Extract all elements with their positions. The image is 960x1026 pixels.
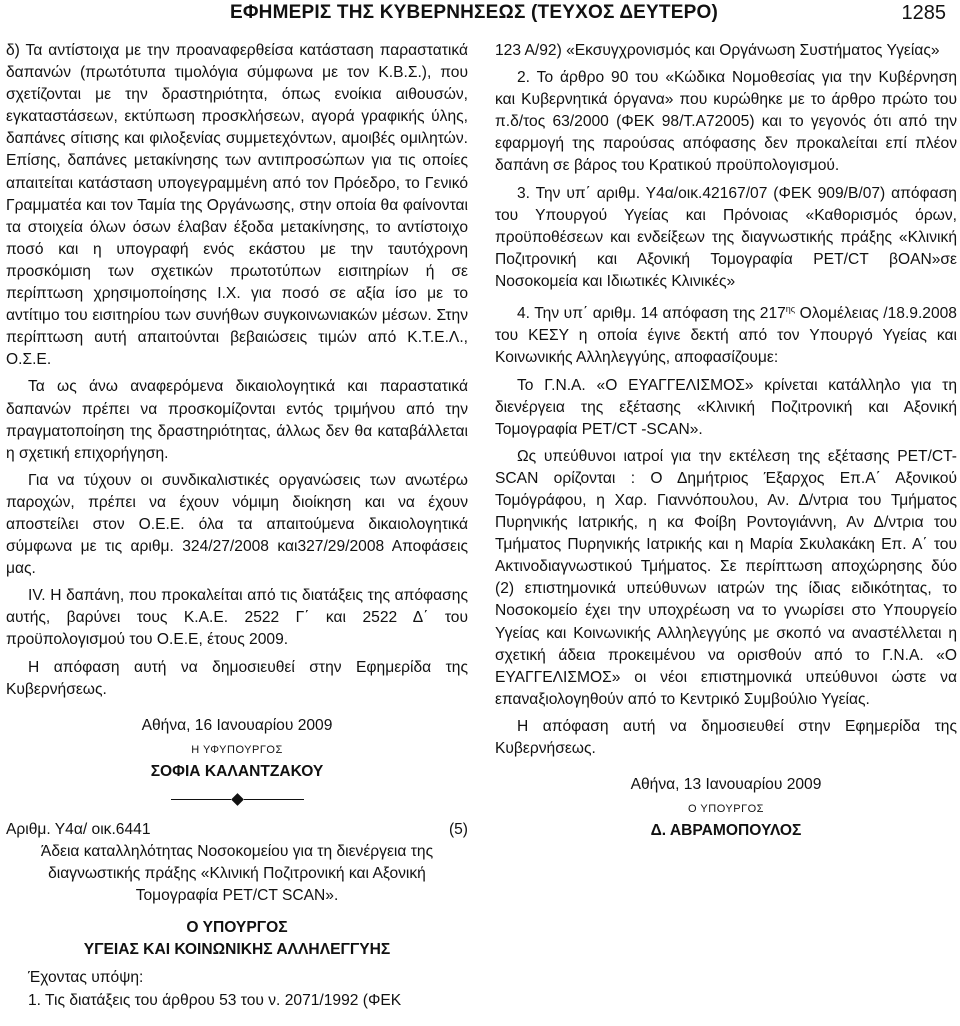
reference-number: Αριθμ. Υ4α/ οικ.6441 xyxy=(6,820,151,838)
regard-item-1: 1. Τις διατάξεις του άρθρου 53 του ν. 2071/1992 (ΦΕΚ xyxy=(28,991,402,1009)
page-number: 1285 xyxy=(901,2,946,24)
signer-name: ΣΟΦΙΑ ΚΑΛΑΝΤΖΑΚΟΥ xyxy=(150,762,324,780)
section-divider xyxy=(6,789,468,813)
decision-reference xyxy=(6,819,468,841)
diamond-icon xyxy=(231,793,244,806)
right-paragraph-1: 123 Α/92) «Εκσυγχρονισμός και Οργάνωση Συστήματος Υγείας» xyxy=(495,42,940,59)
right-signer-title: Ο ΥΠΟΥΡΓΟΣ xyxy=(688,803,764,816)
right-paragraph-5: Το Γ.Ν.Α. «Ο ΕΥΑΓΓΕΛΙΣΜΟΣ» κρίνεται κατάλληλο για τη διενέργεια της εξέτασης «Κλινική Ποζιτρονική και Αξονική Τομογραφία PET/CT -SCAN». xyxy=(495,376,957,438)
p4-superscript: ης xyxy=(785,304,796,315)
left-column xyxy=(6,40,468,1012)
left-paragraph-1: δ) Τα αντίστοιχα με την προαναφερθείσα κατάσταση παραστατικά δαπανών (πρωτότυπα τιμολόγια σύμφωνα με τον Κ.Β.Σ.), που σχετίζονται με την δραστηριότητα, όπως ενοίκια αιθουσών, εγκαταστάσεων, εκτύπωση προσκλήσεων, αγορά γραφικής ύλης, δαπάνες σίτισης και φιλοξενίας συμμετεχόντων, αμοιβές ομιλητών. Επίσης, δαπάνες μετακίνησης των αντιπροσώπων για τις οποίες απαιτείται κατάσταση υπογεγραμμένη από τον Πρόεδρο, το Γενικό Γραμματέα και τον Ταμία της Οργάνωσης, στην οποία θα φαίνονται τα στοιχεία όλων όσων έλαβαν έξοδα μετακίνησης, το αντίστοιχο ποσό και η υπογραφή ενός εκάστου με την ταυτόχρονη προσκόμιση των σχετικών πρωτοτύπων εισιτηρίων ή σε περίπτωση χρησιμοποίησης Ι.Χ. για ποσό σε αξία ίσο με το αντίτιμο του εισιτηρίου των συνήθων συγκοινωνιακών μέσων. Στην περίπτωση αυτή απαιτούνται βεβαιώσεις τιμών από Κ.Τ.Ε.Λ., Ο.Σ.Ε. xyxy=(6,42,468,369)
right-signer-name: Δ. ΑΒΡΑΜΟΠΟΥΛΟΣ xyxy=(650,822,802,840)
left-paragraph-5: Η απόφαση αυτή να δημοσιευθεί στην Εφημερίδα της Κυβερνήσεως. xyxy=(6,658,468,698)
decision-title: Άδεια καταλληλότητας Νοσοκομείου για τη διενέργεια της διαγνωστικής πράξης «Κλινική Ποζιτρονική και Αξονική Τομογραφία PET/CT SCAN». xyxy=(40,843,434,905)
gazette-title: ΕΦΗΜΕΡΙΣ ΤΗΣ ΚΥΒΕΡΝΗΣΕΩΣ (ΤΕΥΧΟΣ ΔΕΥΤΕΡΟ) xyxy=(230,2,718,23)
ministry-name: ΥΓΕΙΑΣ ΚΑΙ ΚΟΙΝΩΝΙΚΗΣ ΑΛΛΗΛΕΓΓΥΗΣ xyxy=(83,941,391,959)
signer-title: Η ΥΦΥΠΟΥΡΓΟΣ xyxy=(191,743,283,756)
p4-text-a: 4. Την υπ΄ αριθμ. 14 απόφαση της 217 xyxy=(517,305,786,323)
right-paragraph-4 xyxy=(495,298,957,369)
left-paragraph-2: Τα ως άνω αναφερόμενα δικαιολογητικά και παραστατικά δαπανών πρέπει να προσκομίζονται εντός τριμήνου από την πραγματοποίηση της δραστηριότητας, άλλως δεν θα καταβάλλεται η σχετική επιχορήγηση. xyxy=(6,378,468,462)
right-paragraph-6: Ως υπεύθυνοι ιατροί για την εκτέλεση της εξέτασης PET/CT-SCAN ορίζονται : Ο Δημήτριος Έξαρχος Επ.Α΄ Αξονικού Τομόγράφου, η Χαρ. Γιαννόπουλου, Αν. Δ/ντρια του Τμήματος Πυρηνικής Ιατρικής, η κα Φοίβη Ροντογιάννη, Αν Δ/ντρια του Τμήματος Πυρηνικής Ιατρικής και η Μαρία Σκυλακάκη Επ. Α΄ του Ακτινοδιαγνωστικού Τμήματος. Σε περίπτωση αποχώρησης δύο (2) επιστημονικά υπεύθυνων ιατρών της ίδιας ειδικότητας, το Νοσοκομείο έχει την υποχρέωση να το γνωρίσει στο Υπουργείο Υγείας και Κοινωνικής Αλληλεγγύης με σκοπό να αναστέλλεται η σχετική άδεια προκειμένου να ορισθούν από το Γ.Ν.Α. «Ο ΕΥΑΓΓΕΛΙΣΜΟΣ» οι νέοι επιστημονικά υπεύθυνοι ώστε να επαναξιολογηθούν από το Κεντρικό Συμβούλιο Υγείας. xyxy=(495,447,957,708)
right-paragraph-2: 2. Το άρθρο 90 του «Κώδικα Νομοθεσίας για την Κυβέρνηση και Κυβερνητικά όργανα» που κυρώθηκε με το άρθρο πρώτο του π.δ/τος 63/2000 (ΦΕΚ 98/Τ.Α72005) και το γεγονός ότι από την εφαρμογή της παρούσας απόφασης δεν προκαλείται επί πλέον δαπάνη σε βάρος του Κρατικού προϋπολογισμού. xyxy=(495,69,957,175)
right-signature-date: Αθήνα, 13 Ιανουαρίου 2009 xyxy=(630,776,822,794)
right-column xyxy=(495,40,957,848)
right-paragraph-3: 3. Την υπ΄ αριθμ. Υ4α/οικ.42167/07 (ΦΕΚ 909/Β/07) απόφαση του Υπουργού Υγείας και Πρόνοιας «Καθορισμός όρων, προϋποθέσεων και ενδείξεων της διαγνωστικής πράξης «Κλινική Ποζιτρονική και Αξονική Τομογραφία PET/CT βOAN»σε Νοσοκομεία και Ιδιωτικές Κλινικές» xyxy=(495,184,957,290)
left-paragraph-3: Για να τύχουν οι συνδικαλιστικές οργανώσεις των ανωτέρω παροχών, πρέπει να έχουν νόμιμη διοίκηση και να έχουν αποστείλει στον Ο.Ε.Ε. όλα τα απαιτούμενα δικαιολογητικά σύμφωνα με τις αριθμ. 324/27/2008 και327/29/2008 Αποφάσεις μας. xyxy=(6,471,468,578)
signature-date: Αθήνα, 16 Ιανουαρίου 2009 xyxy=(141,716,333,734)
having-regard: Έχοντας υπόψη: xyxy=(28,969,144,987)
right-paragraph-7: Η απόφαση αυτή να δημοσιευθεί στην Εφημερίδα της Κυβερνήσεως. xyxy=(495,717,957,757)
p4-text-b: Ολομέλειας /18.9.2008 του ΚΕΣΥ η οποία έγινε δεκτή από τον Υπουργό Υγείας και Κοινωνικής Αλληλεγγύης, αποφασίζουμε: xyxy=(495,305,957,367)
minister-heading: Ο ΥΠΟΥΡΓΟΣ xyxy=(186,919,288,937)
left-paragraph-4: IV. Η δαπάνη, που προκαλείται από τις διατάξεις της απόφασης αυτής, βαρύνει τους Κ.Α.Ε. 2522 Γ΄ και 2522 Δ΄ του προϋπολογισμού του Ο.Ε.Ε, έτους 2009. xyxy=(6,587,468,649)
page-header xyxy=(0,0,960,40)
reference-index: (5) xyxy=(448,820,468,838)
